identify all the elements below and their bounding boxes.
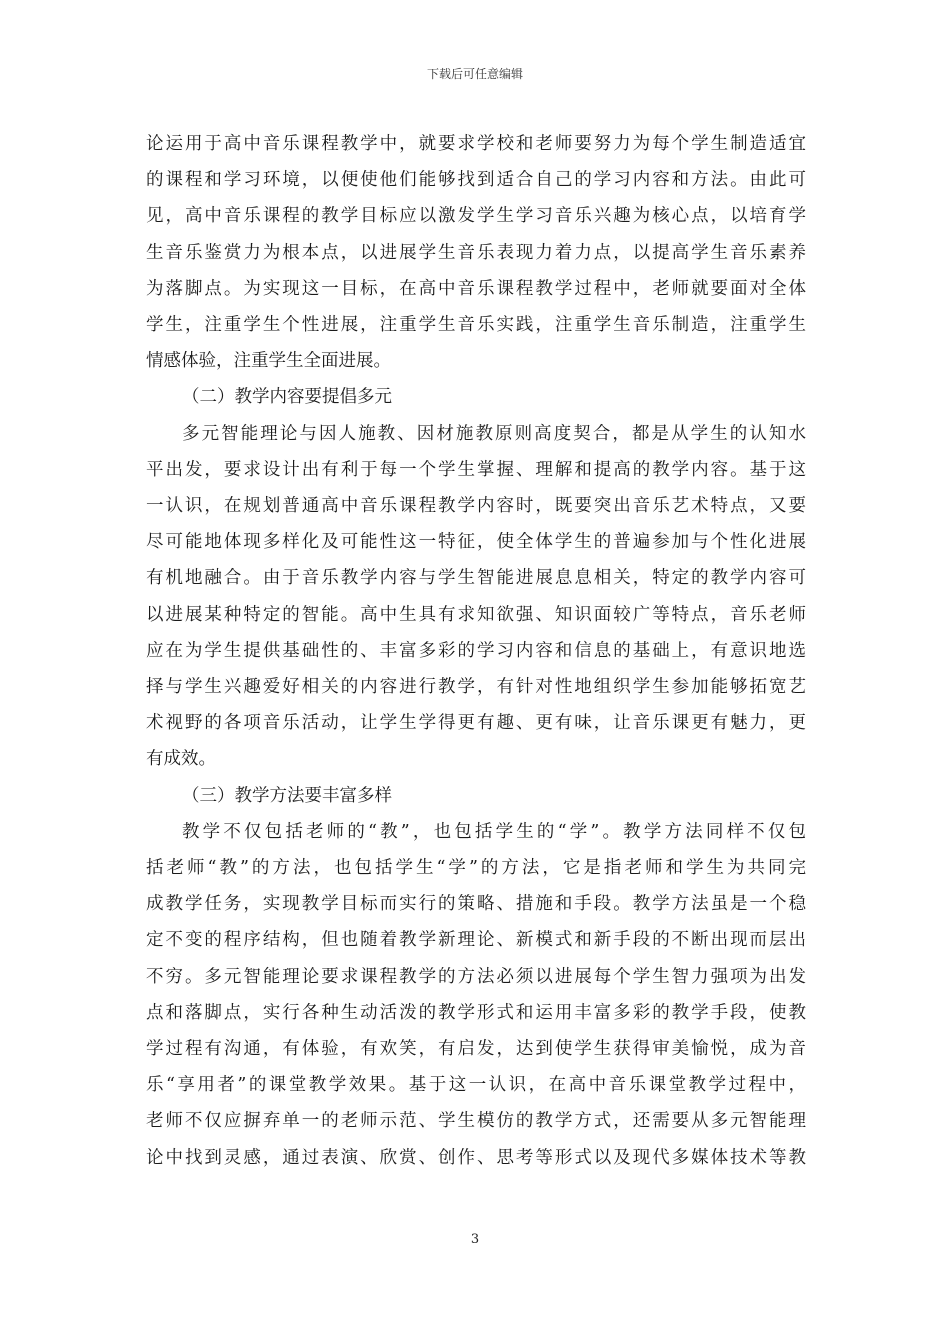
text-line: 点和落脚点，实行各种生动活泼的教学形式和运用丰富多彩的教学手段，使教 bbox=[146, 1002, 806, 1023]
text-line: 应在为学生提供基础性的、丰富多彩的学习内容和信息的基础上，有意识地选 bbox=[146, 640, 806, 661]
text-line: 为落脚点。为实现这一目标，在高中音乐课程教学过程中，老师就要面对全体 bbox=[146, 278, 806, 299]
text-line: 多元智能理论与因人施教、因材施教原则高度契合，都是从学生的认知水 bbox=[182, 423, 806, 444]
paragraph bbox=[146, 416, 806, 778]
text-line: 乐“享用者”的课堂教学效果。基于这一认识，在高中音乐课堂教学过程中， bbox=[146, 1075, 806, 1096]
text-line: 见，高中音乐课程的教学目标应以激发学生学习音乐兴趣为核心点，以培育学 bbox=[146, 206, 806, 227]
paragraph bbox=[146, 126, 806, 379]
document-body bbox=[146, 126, 806, 1176]
text-line: 成教学任务，实现教学目标而实行的策略、措施和手段。教学方法虽是一个稳 bbox=[146, 894, 806, 915]
text-line: 学生，注重学生个性进展，注重学生音乐实践，注重学生音乐制造，注重学生 bbox=[146, 315, 806, 336]
section-heading bbox=[146, 379, 806, 415]
text-line: 定不变的程序结构，但也随着教学新理论、新模式和新手段的不断出现而层出 bbox=[146, 930, 806, 951]
text-line: 以进展某种特定的智能。高中生具有求知欲强、知识面较广等特点，音乐老师 bbox=[146, 604, 806, 625]
text-line: 有机地融合。由于音乐教学内容与学生智能进展息息相关，特定的教学内容可 bbox=[146, 568, 806, 589]
text-line: 论运用于高中音乐课程教学中，就要求学校和老师要努力为每个学生制造适宜 bbox=[146, 134, 806, 154]
section-heading bbox=[146, 778, 806, 814]
text-line: 一认识，在规划普通高中音乐课程教学内容时，既要突出音乐艺术特点，又要 bbox=[146, 496, 806, 517]
text-line: 括老师“教”的方法，也包括学生“学”的方法，它是指老师和学生为共同完 bbox=[146, 858, 806, 879]
text-line: 有成效。 bbox=[146, 749, 216, 770]
text-line: 不穷。多元智能理论要求课程教学的方法必须以进展每个学生智力强项为出发 bbox=[146, 966, 806, 987]
paragraph bbox=[146, 814, 806, 1176]
text-line: 情感体验，注重学生全面进展。 bbox=[146, 351, 391, 372]
section-heading-text: （二）教学内容要提倡多元 bbox=[182, 387, 392, 408]
section-heading-text: （三）教学方法要丰富多样 bbox=[182, 785, 392, 806]
text-line: 择与学生兴趣爱好相关的内容进行教学，有针对性地组织学生参加能够拓宽艺 bbox=[146, 677, 806, 698]
text-line: 生音乐鉴赏力为根本点，以进展学生音乐表现力着力点，以提高学生音乐素养 bbox=[146, 242, 806, 263]
text-line: 学过程有沟通，有体验，有欢笑，有启发，达到使学生获得审美愉悦，成为音 bbox=[146, 1039, 806, 1060]
text-line: 尽可能地体现多样化及可能性这一特征，使全体学生的普遍参加与个性化进展 bbox=[146, 532, 806, 553]
text-line: 的课程和学习环境，以便使他们能够找到适合自己的学习内容和方法。由此可 bbox=[146, 170, 806, 191]
text-line: 老师不仅应摒弃单一的老师示范、学生模仿的教学方式，还需要从多元智能理 bbox=[146, 1111, 806, 1132]
page-header: 下载后可任意编辑 bbox=[426, 67, 523, 81]
text-line: 平出发，要求设计出有利于每一个学生掌握、理解和提高的教学内容。基于这 bbox=[146, 459, 806, 480]
page-number: 3 bbox=[470, 1232, 480, 1247]
text-line: 术视野的各项音乐活动，让学生学得更有趣、更有味，让音乐课更有魅力，更 bbox=[146, 713, 806, 734]
text-line: 教学不仅包括老师的“教”，也包括学生的“学”。教学方法同样不仅包 bbox=[182, 821, 806, 842]
text-line: 论中找到灵感，通过表演、欣赏、创作、思考等形式以及现代多媒体技术等教 bbox=[146, 1147, 806, 1168]
